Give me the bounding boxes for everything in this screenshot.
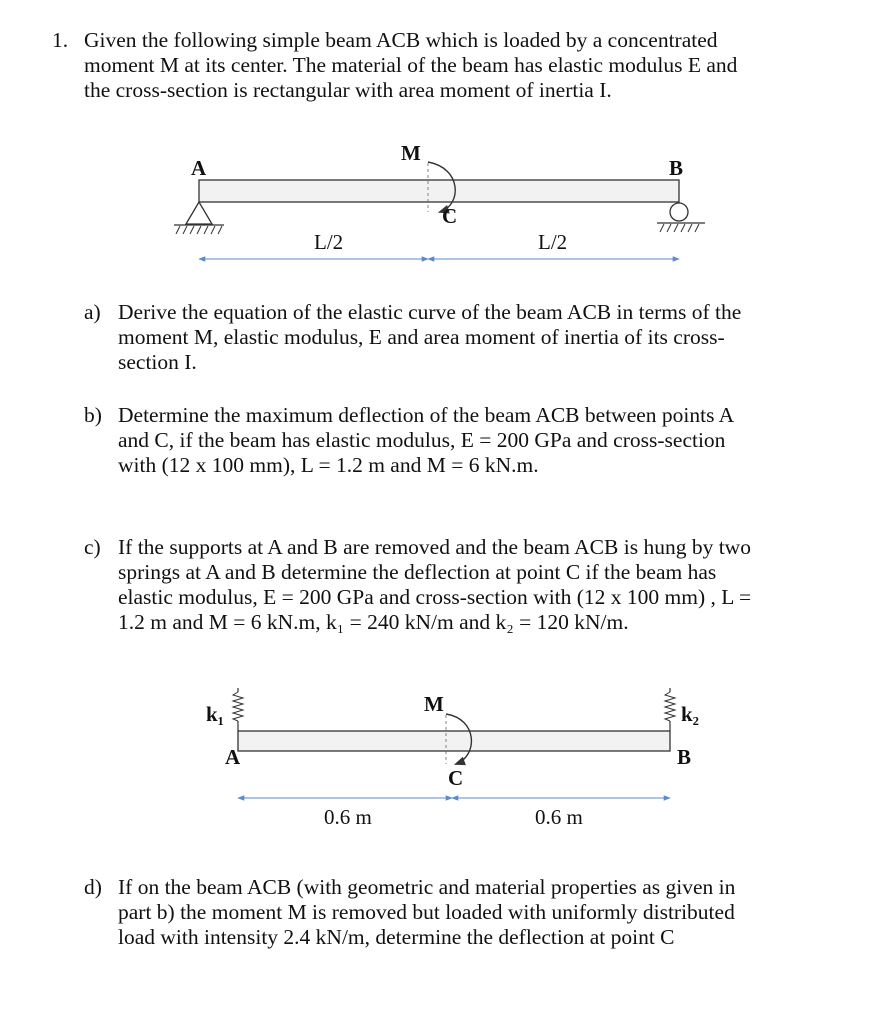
spring-k1 <box>233 688 243 731</box>
part-d-line: load with intensity 2.4 kN/m, determine the deflection at point C <box>118 925 675 949</box>
part-c-line: 1.2 m and M = 6 kN.m, k₁ = 240 kN/m and k₂ = 120 kN/m. <box>118 610 629 634</box>
part-a-letter: a) <box>84 300 101 324</box>
label-m: M <box>424 692 444 716</box>
part-c-line: If the supports at A and B are removed and the beam ACB is hung by two <box>118 535 751 559</box>
spring-k2 <box>665 688 675 731</box>
label-b: B <box>677 745 692 769</box>
problem-number: 1. <box>52 28 69 52</box>
label-a: A <box>191 156 207 180</box>
part-b-line: Determine the maximum deflection of the beam ACB between points A <box>118 403 735 427</box>
part-c-line: springs at A and B determine the deflection at point C if the beam has <box>118 560 717 584</box>
label-k1: k₁ <box>206 702 224 726</box>
part-a-line: moment M, elastic modulus, E and area moment of inertia of its cross- <box>118 325 725 349</box>
span-label-left: L/2 <box>314 230 344 254</box>
label-b: B <box>669 156 684 180</box>
part-b-letter: b) <box>84 403 102 427</box>
label-k2: k₂ <box>681 702 699 726</box>
label-m: M <box>401 141 421 165</box>
part-a-line: Derive the equation of the elastic curve of the beam ACB in terms of the <box>118 300 742 324</box>
part-b-line: with (12 x 100 mm), L = 1.2 m and M = 6 kN.m. <box>118 453 539 477</box>
part-b-line: and C, if the beam has elastic modulus, E = 200 GPa and cross-section <box>118 428 726 452</box>
span-label-left: 0.6 m <box>324 805 372 829</box>
part-d-line: part b) the moment M is removed but loaded with uniformly distributed <box>118 900 735 924</box>
problem-line: Given the following simple beam ACB which is loaded by a concentrated <box>84 28 718 52</box>
part-a-line: section I. <box>118 350 197 374</box>
part-d-letter: d) <box>84 875 102 899</box>
label-c: C <box>442 204 458 228</box>
part-c-line: elastic modulus, E = 200 GPa and cross-section with (12 x 100 mm) , L = <box>118 585 752 609</box>
part-c-letter: c) <box>84 535 101 559</box>
beam <box>238 731 670 751</box>
label-a: A <box>225 745 241 769</box>
span-label-right: 0.6 m <box>535 805 583 829</box>
span-label-right: L/2 <box>538 230 568 254</box>
label-c: C <box>448 766 464 790</box>
part-d-line: If on the beam ACB (with geometric and material properties as given in <box>118 875 736 899</box>
part-d-text <box>118 875 792 950</box>
problem-line: the cross-section is rectangular with area moment of inertia I. <box>84 78 612 102</box>
problem-line: moment M at its center. The material of the beam has elastic modulus E and <box>84 53 738 77</box>
